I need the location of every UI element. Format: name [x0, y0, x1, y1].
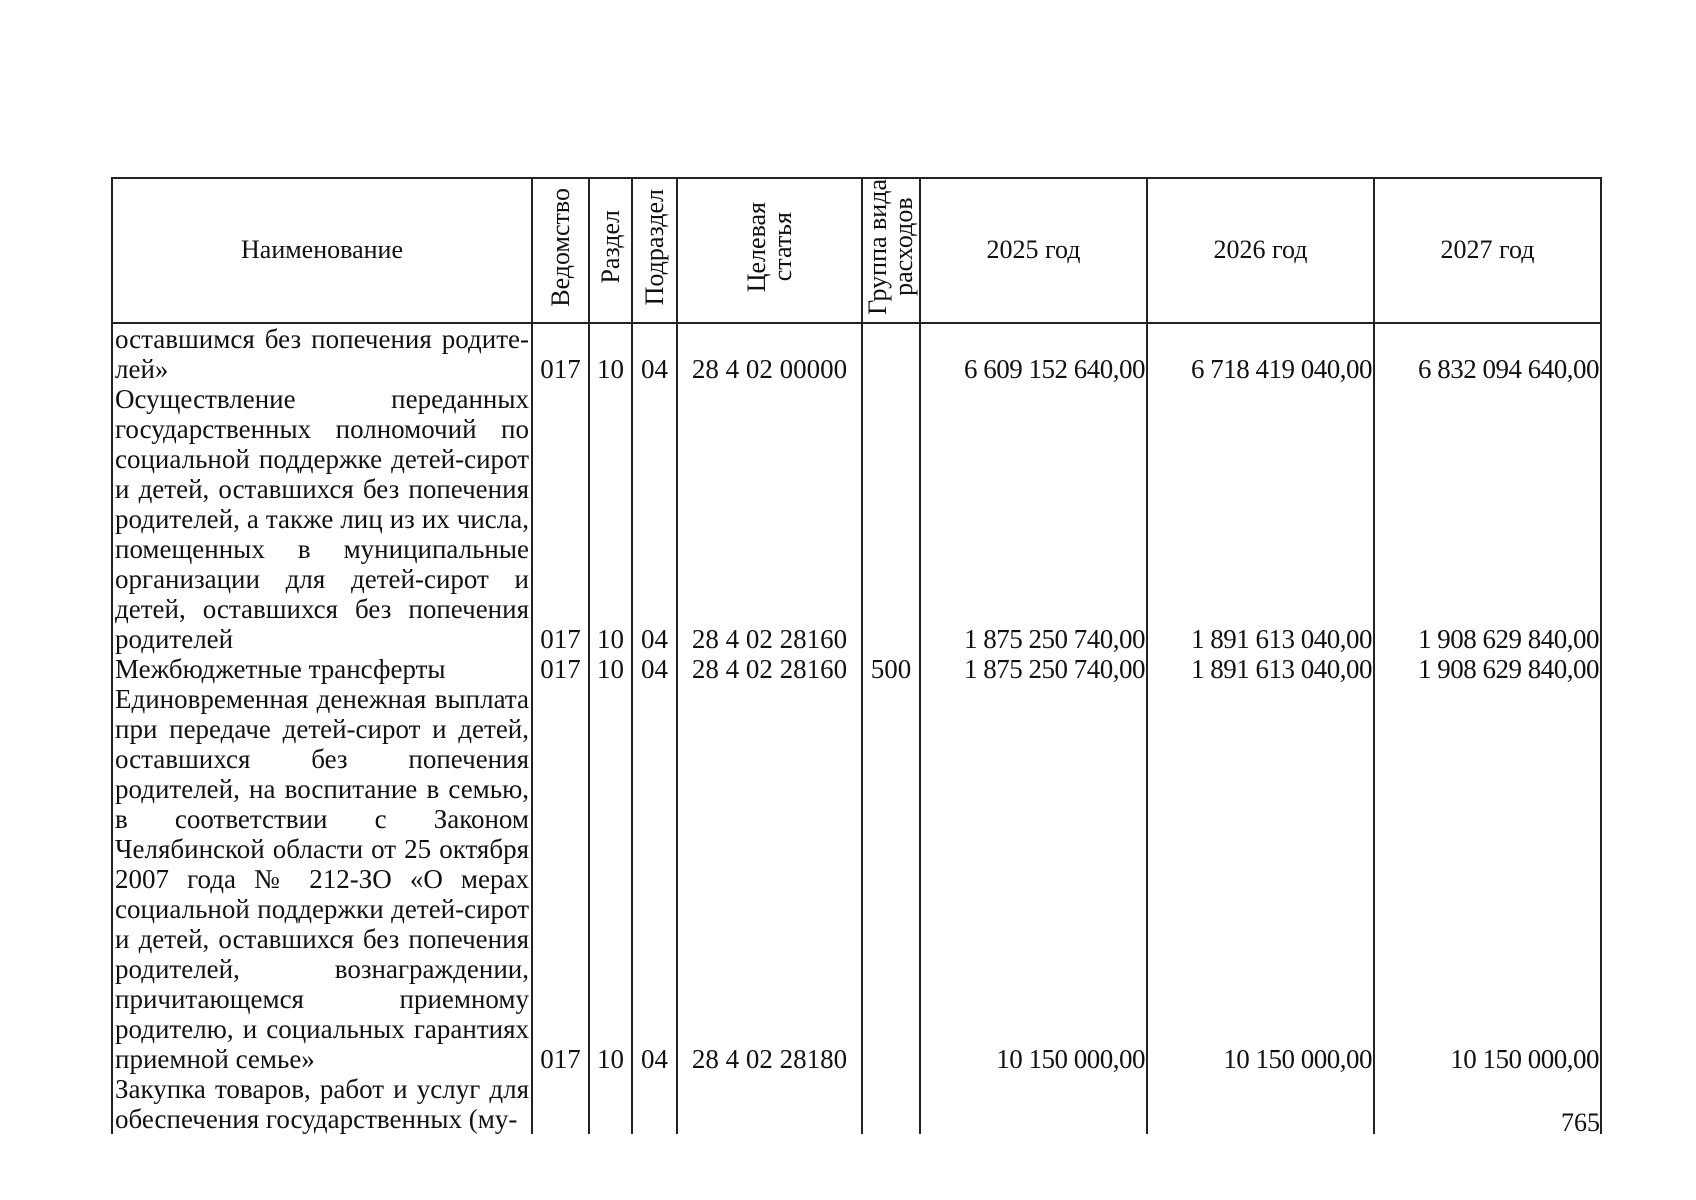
row-2026: 10 150 000,00	[1147, 684, 1374, 1074]
row-razdel: 10	[589, 684, 632, 1074]
header-ved: Ведомство	[532, 178, 589, 323]
row-name: Межбюджетные трансферты	[112, 654, 532, 684]
row-razdel: 10	[589, 384, 632, 654]
table-row	[112, 1074, 1601, 1134]
header-2027: 2027 год	[1374, 178, 1601, 323]
row-2027: 1 908 629 840,00	[1374, 384, 1601, 654]
row-2027: 1 908 629 840,00	[1374, 654, 1601, 684]
row-gruppa	[862, 684, 920, 1074]
row-razdel: 10	[589, 323, 632, 384]
header-2025: 2025 год	[920, 178, 1147, 323]
row-podrazdel	[632, 1074, 677, 1134]
row-gruppa	[862, 384, 920, 654]
page-number: 765	[1561, 1108, 1600, 1137]
row-2026: 1 891 613 040,00	[1147, 654, 1374, 684]
row-2027: 6 832 094 640,00	[1374, 323, 1601, 384]
row-2025: 10 150 000,00	[920, 684, 1147, 1074]
row-2025: 6 609 152 640,00	[920, 323, 1147, 384]
row-celevaya: 28 4 02 00000	[677, 323, 862, 384]
row-gruppa: 500	[862, 654, 920, 684]
row-name: Осуществление переданных государственных полномочий по социальной поддержке детей-сирот и детей, оставшихся без попечения родителей, а также лиц из их числа, помещенных в муниципальные организации для детей-сирот и детей, оставшихся без попечения родителей	[112, 384, 532, 654]
table-row	[112, 323, 1601, 384]
row-2026: 1 891 613 040,00	[1147, 384, 1374, 654]
row-celevaya: 28 4 02 28160	[677, 384, 862, 654]
header-2026: 2026 год	[1147, 178, 1374, 323]
row-name: Закупка товаров, работ и услуг для обеспечения государственных (му-	[112, 1074, 532, 1134]
row-celevaya: 28 4 02 28160	[677, 654, 862, 684]
row-razdel	[589, 1074, 632, 1134]
table-row	[112, 654, 1601, 684]
row-podrazdel: 04	[632, 323, 677, 384]
row-ved: 017	[532, 384, 589, 654]
header-gruppa: Группа вида расходов	[862, 178, 920, 323]
row-podrazdel: 04	[632, 654, 677, 684]
header-celevaya: Целевая статья	[677, 178, 862, 323]
row-razdel: 10	[589, 654, 632, 684]
row-podrazdel: 04	[632, 684, 677, 1074]
row-2025	[920, 1074, 1147, 1134]
row-ved	[532, 1074, 589, 1134]
row-name: Единовременная денежная выплата при передаче детей-сирот и детей, оставшихся без попечения родителей, на воспитание в семью, в соответствии с Законом Челябинской области от 25 октября 2007 года № 212-ЗО «О мерах социальной поддержки детей-сирот и детей, оставшихся без попечения родителей, вознаграждении, причитающемся приемному родителю, и социальных гарантиях приемной семье»	[112, 684, 532, 1074]
row-ved: 017	[532, 654, 589, 684]
row-podrazdel: 04	[632, 384, 677, 654]
row-name: оставшимся без попечения родителей»	[112, 323, 532, 384]
table-row	[112, 384, 1601, 654]
row-ved: 017	[532, 684, 589, 1074]
row-2027: 10 150 000,00	[1374, 684, 1601, 1074]
row-gruppa	[862, 323, 920, 384]
table-row	[112, 684, 1601, 1074]
row-2026: 6 718 419 040,00	[1147, 323, 1374, 384]
row-celevaya: 28 4 02 28180	[677, 684, 862, 1074]
row-2026	[1147, 1074, 1374, 1134]
header-name: Наименование	[112, 178, 532, 323]
row-celevaya	[677, 1074, 862, 1134]
budget-table	[111, 177, 1602, 1134]
header-podrazdel: Подраздел	[632, 178, 677, 323]
row-ved: 017	[532, 323, 589, 384]
table-header	[112, 178, 1601, 323]
row-2025: 1 875 250 740,00	[920, 384, 1147, 654]
row-2025: 1 875 250 740,00	[920, 654, 1147, 684]
header-razdel: Раздел	[589, 178, 632, 323]
table-body	[112, 323, 1601, 1134]
row-gruppa	[862, 1074, 920, 1134]
